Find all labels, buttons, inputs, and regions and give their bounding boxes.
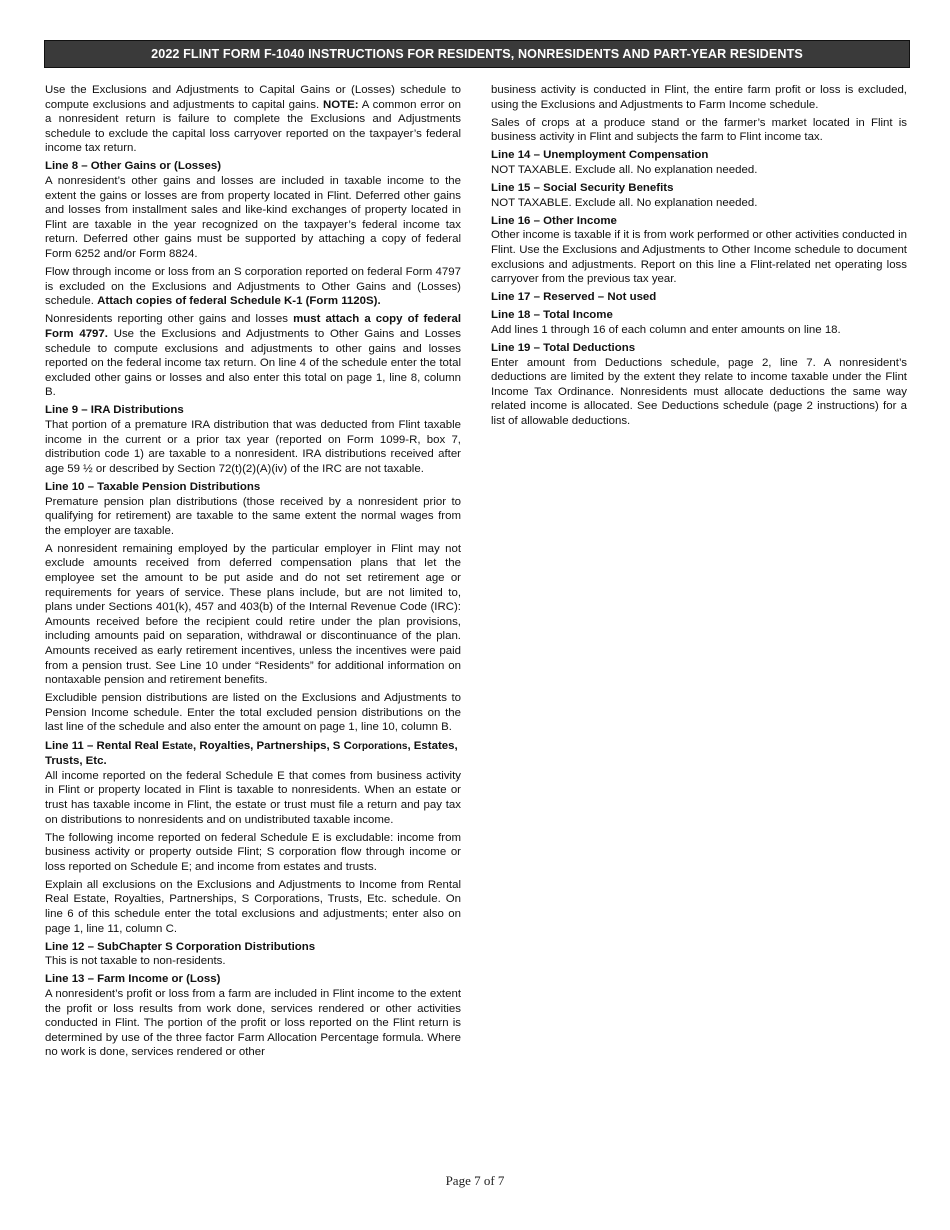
line15-heading: Line 15 – Social Security Benefits (491, 182, 674, 195)
line19-paragraph-1: Enter amount from Deductions schedule, page 2, line 7. A nonresident’s deductions are limited by the extent they relate to income taxable under the Flint Income Tax Ordinance. Nonresidents must allocate deductions the same way related income is allocated. See Deductions schedule (page 2 instructions) for a list of allowable deductions. (491, 356, 907, 427)
left-column (45, 83, 461, 1064)
line8-paragraph-2 (45, 265, 461, 309)
intro-note-label: NOTE: (322, 98, 359, 111)
line15-paragraph-1: NOT TAXABLE. Exclude all. No explanation needed. (491, 196, 758, 209)
line10-heading: Line 10 – Taxable Pension Distributions (45, 480, 261, 493)
line18-heading: Line 18 – Total Income (491, 309, 613, 322)
line11-heading-a: Line 11 – Rental Real E (45, 739, 170, 752)
line18-paragraph-1: Add lines 1 through 16 of each column and enter amounts on line 18. (491, 323, 841, 336)
line10-paragraph-3: Excludible pension distributions are listed on the Exclusions and Adjustments to Pension Income schedule. Enter the total excluded pension distributions on the last line of the schedule and also enter the amount on page 1, line 10, column B. (45, 692, 461, 734)
line13-paragraph-1: A nonresident’s profit or loss from a farm are included in Flint income to the extent the profit or loss results from work done, services rendered or other activities conducted in Flint. The portion of the profit or loss reported on the Flint return is determined by use of the three factor Farm Allocation Percentage formula. Where no work is done, services rendered or other (45, 988, 461, 1059)
line10-paragraph-2: A nonresident remaining employed by the particular employer in Flint may not exclude amounts received from deferred compensation plans that let the employee set the amount to be put aside and do not set retirement age or requirements for years of service. These plans include, but are not limited to, plans under Sections 401(k), 457 and 403(b) of the Internal Revenue Code (IRC): Amounts received before the recipient could retire under the plan provisions, including amounts paid on separation, withdrawal or discontinuance of the plan. Amounts received as early retirement incentives, unless the incentives were paid from a pension trust. See Line 10 under “Residents” for additional information on nontaxable pension and retirement benefits. (45, 542, 461, 687)
line13-heading: Line 13 – Farm Income or (Loss) (45, 973, 221, 986)
page-header-banner (44, 40, 910, 68)
line8-paragraph-3 (45, 312, 461, 400)
line8-p2-text: Flow through income or loss from an S corporation reported on federal Form 4797 is excluded on the Exclusions and Adjustments to Other Gains and (Losses) schedule. (45, 266, 461, 308)
line8-paragraph-1: A nonresident’s other gains and losses are included in taxable income to the extent the gains or losses are from property located in Flint. Deferred other gains and losses from installment sales and like-kind exchanges of property located in Flint are taxable in the year recognized on the taxpayer’s federal income tax return. Deferred other gains must be supported by attaching a copy of federal Form 6252 and/or Form 8824. (45, 175, 461, 261)
line19-heading: Line 19 – Total Deductions (491, 342, 636, 354)
line8-heading: Line 8 – Other Gains or (Losses) (45, 160, 222, 173)
line11-heading-c: , Estates, Trusts, Etc. (45, 739, 458, 768)
line16-paragraph-1: Other income is taxable if it is from work performed or other activities conducted in Flint. Use the Exclusions and Adjustments to Other Income schedule to document exclusions and adjustments. Report on this line a Flint-related net operating loss carryover from the previous tax year. (491, 229, 907, 286)
line11-heading-sc1: state (169, 740, 193, 752)
line11-paragraph-2: The following income reported on federal Schedule E is excludable: income from business activity or property outside Flint; S corporation flow through income or loss reported on Schedule E; and income from estates and trusts. (45, 831, 461, 873)
page-number: Page 7 of 7 (445, 1173, 505, 1188)
line14-heading: Line 14 – Unemployment Compensation (491, 149, 709, 162)
intro-paragraph (45, 83, 461, 156)
header-title: 2022 FLINT FORM F-1040 INSTRUCTIONS FOR RESIDENTS, NONRESIDENTS AND PART-YEAR RESIDENTS (151, 47, 803, 61)
line12-heading: Line 12 – SubChapter S Corporation Distributions (45, 940, 316, 953)
line10-paragraph-1: Premature pension plan distributions (those received by a nonresident prior to qualifying for retirement) are taxable to the same extent the normal wages from the employer are taxable. (45, 495, 461, 537)
line13-continued-paragraph-2: Sales of crops at a produce stand or the farmer’s market located in Flint is business activity in Flint and subjects the farm to Flint income tax. (491, 116, 907, 144)
line14-paragraph-1: NOT TAXABLE. Exclude all. No explanation needed. (491, 163, 758, 176)
line16-heading: Line 16 – Other Income (491, 214, 617, 227)
line11-heading-sc2: orporations (351, 740, 408, 752)
line8-p2-bold: Attach copies of federal Schedule K-1 (Form 1120S). (97, 295, 381, 308)
intro-text-b: A common error on a nonresident return is failure to complete the Exclusions and Adjustments schedule to exclude the capital loss carryover reported on the taxpayer’s federal income tax return. (45, 98, 461, 155)
line11-paragraph-3: Explain all exclusions on the Exclusions and Adjustments to Income from Rental Real Estate, Royalties, Partnerships, S Corporations, Trusts, Etc. schedule. On line 6 of this schedule enter the total exclusions and adjustments; enter also on page 1, line 11, column C. (45, 878, 461, 935)
line12-paragraph-1: This is not taxable to non-residents. (45, 955, 226, 968)
line9-heading: Line 9 – IRA Distributions (45, 404, 184, 417)
line8-p3-bold: must attach a copy of federal Form 4797. (45, 313, 461, 340)
right-column (491, 83, 907, 432)
line9-paragraph-1: That portion of a premature IRA distribution that was deducted from Flint taxable income in the current or a prior tax year (reported on Form 1099-R, box 7, distribution code 1) are taxable to a nonresident. IRA distributions received after age 59 ½ or described by Section 72(t)(2)(A)(iv) of the IRC are not taxable. (45, 419, 461, 475)
line8-p3-text-b: Use the Exclusions and Adjustments to Other Gains and Losses schedule to compute exclusions and adjustments to other gains and losses reported on the federal income tax return. On line 4 of the schedule enter the total excluded other gains or losses and also enter this total on page 1, line 8, column B. (45, 328, 461, 399)
line11-heading-b: , Royalties, Partnerships, S C (192, 739, 352, 752)
line11-paragraph-1: All income reported on the federal Schedule E that comes from business activity in Flint or property located in Flint is taxable to nonresidents. When an estate or trust has taxable income in Flint, the estate or trust must file a return and pay tax on distributions to nonresidents and on undistributed taxable income. (45, 769, 461, 826)
line11-heading (45, 739, 461, 769)
line13-continued-paragraph-1: business activity is conducted in Flint, the entire farm profit or loss is excluded, using the Exclusions and Adjustments to Farm Income schedule. (491, 84, 907, 111)
intro-text-a: Use the Exclusions and Adjustments to Capital Gains or (Losses) schedule to compute exclusions and adjustments to capital gains. (45, 84, 461, 111)
line8-p3-text-a: Nonresidents reporting other gains and losses (45, 313, 288, 326)
line17-heading: Line 17 – Reserved – Not used (491, 291, 657, 304)
